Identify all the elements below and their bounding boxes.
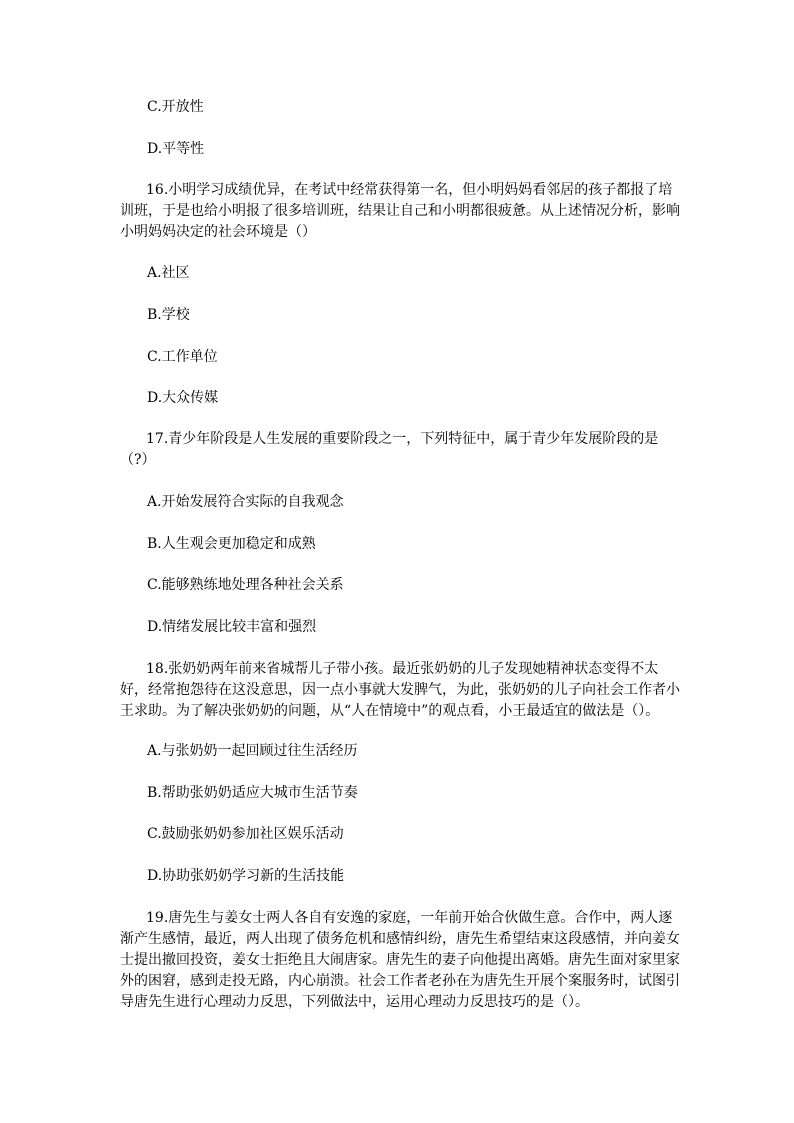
q17-option-c: C.能够熟练地处理各种社会关系 [147, 577, 344, 593]
q18-option-a: A.与张奶奶一起回顾过往生活经历 [147, 743, 358, 759]
q18-stem: 18.张奶奶两年前来省城帮儿子带小孩。最近张奶奶的儿子发现她精神状态变得不太好，经常抱怨待在这没意思，因一点小事就大发脾气，为此，张奶奶的儿子向社会工作者小王求助。为了解决张奶奶的问题，从“人在情境中”的观点看，小王最适宜的做法是（）。 [120, 661, 680, 719]
q16-option-a: A.社区 [147, 265, 190, 281]
q19-stem: 19.唐先生与姜女士两人各自有安逸的家庭，一年前开始合伙做生意。合作中，两人逐渐产生感情，最近，两人出现了债务危机和感情纠纷，唐先生希望结束这段感情，并向姜女士提出撤回投资，姜女士拒绝且大闹唐家。唐先生的妻子向他提出离婚。唐先生面对家里家外的困窘，感到走投无路，内心崩溃。社会工作者老孙在为唐先生开展个案服务时，试图引导唐先生进行心理动力反思，下列做法中，运用心理动力反思技巧的是（）。 [120, 910, 680, 1010]
q16-option-b: B.学校 [147, 307, 190, 323]
q16-option-d: D.大众传媒 [147, 390, 219, 406]
q16-stem: 16.小明学习成绩优异，在考试中经常获得第一名，但小明妈妈看邻居的孩子都报了培训班，于是也给小明报了很多培训班，结果让自己和小明都很疲惫。从上述情况分析，影响小明妈妈决定的社会环境是（） [120, 182, 680, 240]
q17-option-b: B.人生观会更加稳定和成熟 [147, 536, 316, 552]
q18-option-b: B.帮助张奶奶适应大城市生活节奏 [147, 785, 358, 801]
q15-option-d: D.平等性 [147, 141, 205, 157]
q18-option-c: C.鼓励张奶奶参加社区娱乐活动 [147, 826, 344, 842]
q17-stem: 17.青少年阶段是人生发展的重要阶段之一，下列特征中，属于青少年发展阶段的是（?） [120, 431, 659, 468]
q18-option-d: D.协助张奶奶学习新的生活技能 [147, 868, 345, 884]
q16-option-c: C.工作单位 [147, 349, 218, 365]
q17-option-d: D.情绪发展比较丰富和强烈 [147, 619, 317, 635]
q15-option-c: C.开放性 [147, 99, 204, 115]
q17-option-a: A.开始发展符合实际的自我观念 [147, 494, 344, 510]
